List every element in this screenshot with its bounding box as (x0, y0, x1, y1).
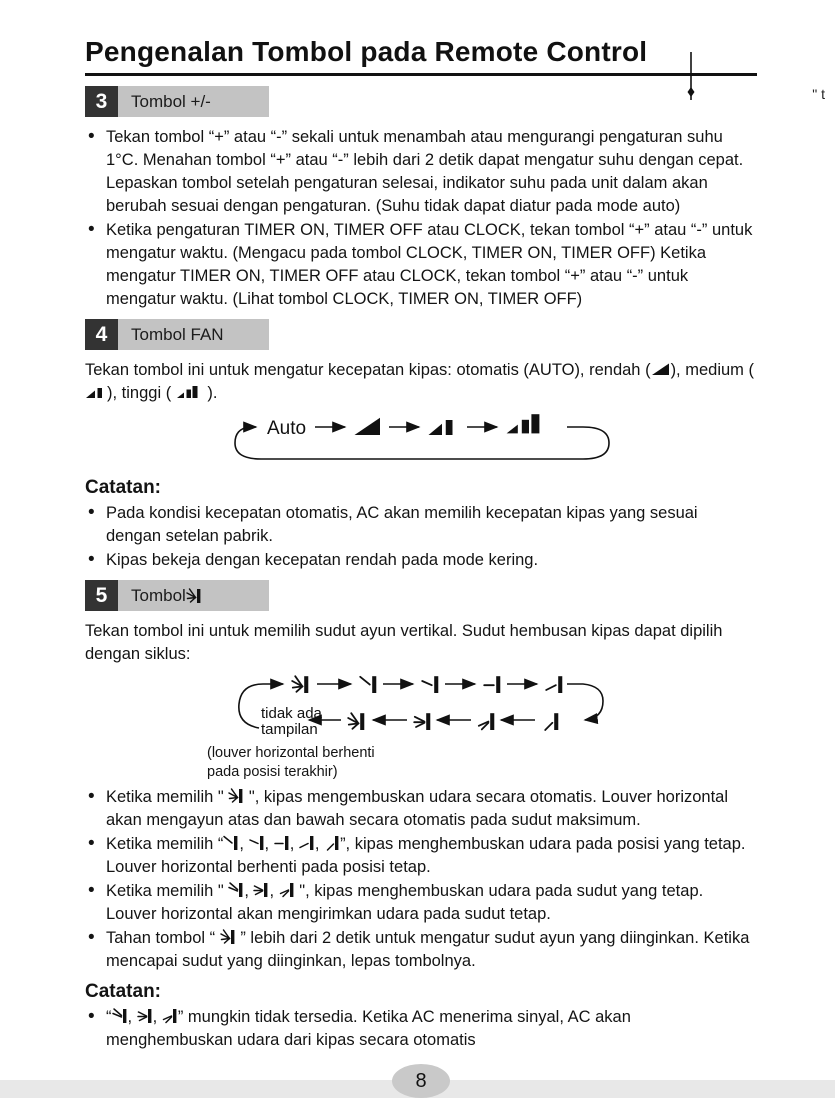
section-4-title: Tombol FAN (118, 319, 269, 350)
pos-5-icon (324, 835, 340, 851)
section-3-title: Tombol +/- (118, 86, 269, 117)
no-display-label-line2: tampilan (261, 721, 318, 738)
page-edge-artifact: " t (812, 86, 825, 102)
swing-cycle-diagram (233, 668, 615, 744)
bullet-item: • Kipas bekeja dengan kecepatan rendah pada mode kering. (85, 549, 757, 572)
swing-up-icon (228, 882, 244, 898)
fan-high-icon (507, 414, 540, 433)
pos-4-icon (546, 676, 562, 693)
fan-cycle-auto-label: Auto (267, 418, 307, 439)
bullet-item: • “ , , ” mungkin tidak tersedia. Ketika AC menerima sinyal, AC akan menghembuskan udara dari kipas secara otomatis (85, 1006, 757, 1052)
swing-auto-icon (228, 788, 244, 804)
fan-low-icon (651, 361, 671, 377)
fan-low-icon (355, 418, 381, 435)
swing-mid-icon (414, 713, 430, 730)
swing-down-icon (162, 1008, 178, 1024)
pos-5-icon (545, 713, 558, 730)
section-5-title: Tombol (118, 580, 269, 611)
section-3-bullets (85, 126, 757, 311)
swing-auto-icon (220, 929, 236, 945)
section-3-header (85, 86, 757, 117)
fan-med-icon (429, 420, 453, 435)
page-number-badge: 8 (392, 1064, 450, 1098)
section-5-number-badge: 5 (85, 580, 118, 611)
section-3-number-badge: 3 (85, 86, 118, 117)
notes-heading: Catatan: (85, 477, 162, 498)
fan-high-icon (176, 384, 203, 400)
swing-auto-icon (292, 676, 308, 693)
registration-mark (684, 50, 698, 106)
bullet-item: • Ketika memilih " ", kipas mengembuskan udara secara otomatis. Louver horizontal akan mengayun atas dan bawah secara otomatis pada sudut maksimum. (85, 786, 757, 832)
pos-1-icon (223, 835, 239, 851)
section-5-bullets (85, 786, 757, 973)
bullet-item: • Ketika memilih “ , , , , ”, kipas menghembuskan udara pada posisi yang tetap. Louver horizontal berhenti pada posisi tetap. (85, 833, 757, 879)
pos-2-icon (422, 676, 438, 693)
swing-intro-paragraph: Tekan tombol ini untuk memilih sudut ayun vertikal. Sudut hembusan kipas dapat dipilih dengan siklus: (85, 622, 723, 663)
swing-mid-icon (253, 882, 269, 898)
pos-1-icon (360, 676, 376, 693)
bullet-item: • Tekan tombol “+” atau “-” sekali untuk menambah atau mengurangi pengaturan suhu 1°C. Menahan tombol “+” atau “-” lebih dari 2 detik dapat mengatur suhu dengan cepat. Lepaskan tombol setelah pengaturan selesai, indikator suhu pada unit dalam akan berubah sesuai dengan pengaturan. (Suhu tidak dapat diatur pada mode auto) (85, 126, 757, 218)
fan-notes-bullets (85, 502, 757, 572)
pos-3-icon (484, 676, 500, 693)
fan-med-icon (85, 384, 107, 400)
no-display-label-line1: tidak ada (261, 705, 322, 722)
section-4-header (85, 319, 757, 350)
swing-up-icon (112, 1008, 128, 1024)
page-title: Pengenalan Tombol pada Remote Control (85, 36, 757, 76)
swing-notes-bullets (85, 1006, 757, 1052)
section-4-number-badge: 4 (85, 319, 118, 350)
fan-intro-paragraph: Tekan tombol ini untuk mengatur kecepatan kipas: otomatis (AUTO), rendah ( ), medium (), tinggi ( ). (85, 361, 754, 402)
notes-heading: Catatan: (85, 981, 162, 1002)
swing-down-icon (279, 882, 295, 898)
fan-speed-cycle-diagram (223, 407, 625, 471)
swing-mid-icon (137, 1008, 153, 1024)
swing-cycle-caption: (louver horizontal berhenti pada posisi terakhir) (207, 745, 375, 780)
bullet-item: • Ketika memilih " , , ", kipas menghembuskan udara pada sudut yang tetap. Louver horizontal akan mengirimkan udara pada sudut tetap. (85, 880, 757, 926)
pos-3-icon (274, 835, 290, 851)
bullet-item: • Pada kondisi kecepatan otomatis, AC akan memilih kecepatan kipas yang sesuai dengan setelan pabrik. (85, 502, 757, 548)
bullet-item: • Ketika pengaturan TIMER ON, TIMER OFF atau CLOCK, tekan tombol “+” atau “-” untuk mengatur waktu. (Mengacu pada tombol CLOCK, TIMER ON, TIMER OFF) Ketika mengatur TIMER ON, TIMER OFF atau CLOCK, tekan tombol “+” atau “-” untuk mengatur waktu. (Lihat tombol CLOCK, TIMER ON, TIMER OFF) (85, 219, 757, 311)
pos-4-icon (299, 835, 315, 851)
swing-down-icon (479, 713, 494, 730)
swing-auto-icon (186, 588, 202, 604)
section-5-header (85, 580, 757, 611)
pos-2-icon (249, 835, 265, 851)
swing-wide-icon (348, 713, 364, 730)
bullet-item: • Tahan tombol “ ” lebih dari 2 detik untuk mengatur sudut ayun yang diinginkan. Ketika mencapai sudut yang diinginkan, lepas tombolnya. (85, 927, 757, 973)
